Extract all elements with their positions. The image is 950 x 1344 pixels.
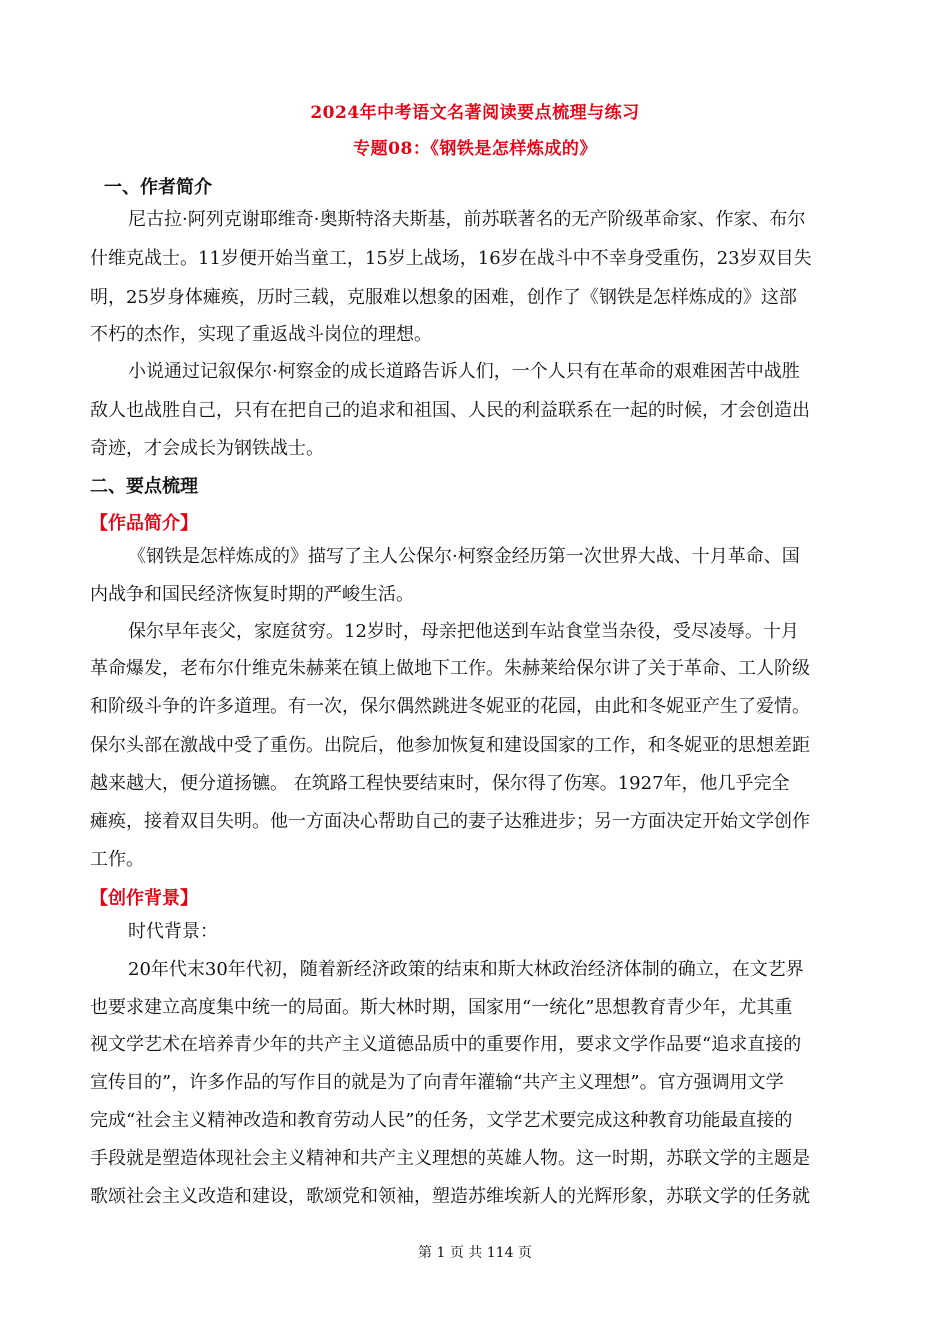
paragraph-line: 宣传目的”，许多作品的写作目的就是为了向青年灌输“共产主义理想”。官方强调用文学 (90, 1072, 784, 1093)
document-subtitle: 专题08：《钢铁是怎样炼成的》 (353, 139, 597, 159)
paragraph-line: 《钢铁是怎样炼成的》描写了主人公保尔·柯察金经历第一次世界大战、十月革命、国 (128, 546, 800, 567)
paragraph-line: 视文学艺术在培养青少年的共产主义道德品质中的重要作用，要求文学作品要“追求直接的 (90, 1034, 802, 1055)
paragraph-line: 内战争和国民经济恢复时期的严峻生活。 (90, 584, 414, 605)
paragraph-line: 瘫痪，接着双目失明。他一方面决心帮助自己的妻子达雅进步；另一方面决定开始文学创作 (90, 811, 810, 832)
paragraph-line: 和阶级斗争的许多道理。有一次，保尔偶然跳进冬妮亚的花园，由此和冬妮亚产生了爱情。 (90, 696, 810, 717)
section-heading-points: 二、要点梳理 (90, 476, 198, 497)
paragraph-line: 越来越大，便分道扬镳。 在筑路工程快要结束时，保尔得了伤寒。1927年，他几乎完全 (90, 773, 790, 794)
era-label: 时代背景： (128, 921, 218, 942)
paragraph-line: 革命爆发，老布尔什维克朱赫莱在镇上做地下工作。朱赫莱给保尔讲了关于革命、工人阶级 (90, 658, 810, 679)
paragraph-line: 保尔早年丧父，家庭贫穷。12岁时，母亲把他送到车站食堂当杂役，受尽凌辱。十月 (128, 621, 799, 642)
paragraph-line: 工作。 (90, 849, 144, 870)
paragraph-line: 20年代末30年代初，随着新经济政策的结束和斯大林政治经济体制的确立，在文艺界 (128, 959, 804, 980)
paragraph-line: 手段就是塑造体现社会主义精神和共产主义理想的英雄人物。这一时期，苏联文学的主题是 (90, 1148, 810, 1169)
page-footer: 第 1 页 共 114 页 (418, 1245, 532, 1261)
subheading-background: 【创作背景】 (90, 888, 198, 909)
paragraph-line: 完成“社会主义精神改造和教育劳动人民”的任务，文学艺术要完成这种教育功能最直接的 (90, 1110, 793, 1131)
paragraph-line: 奇迹，才会成长为钢铁战士。 (90, 438, 324, 459)
paragraph-line: 明，25岁身体瘫痪，历时三载，克服难以想象的困难，创作了《钢铁是怎样炼成的》这部 (90, 287, 797, 308)
section-heading-author: 一、作者简介 (104, 177, 212, 198)
paragraph-line: 也要求建立高度集中统一的局面。斯大林时期，国家用“一统化”思想教育青少年，尤其重 (90, 997, 793, 1018)
paragraph-line: 歌颂社会主义改造和建设，歌颂党和领袖，塑造苏维埃新人的光辉形象，苏联文学的任务就 (90, 1186, 810, 1207)
paragraph-line: 不朽的杰作，实现了重返战斗岗位的理想。 (90, 324, 432, 345)
paragraph-line: 小说通过记叙保尔·柯察金的成长道路告诉人们，一个人只有在革命的艰难困苦中战胜 (128, 361, 800, 382)
paragraph-line: 尼古拉·阿列克谢耶维奇·奥斯特洛夫斯基，前苏联著名的无产阶级革命家、作家、布尔 (128, 209, 806, 230)
document-title: 2024年中考语文名著阅读要点梳理与练习 (310, 103, 640, 123)
subheading-works: 【作品简介】 (90, 513, 198, 534)
paragraph-line: 敌人也战胜自己，只有在把自己的追求和祖国、人民的利益联系在一起的时候，才会创造出 (90, 400, 810, 421)
paragraph-line: 保尔头部在激战中受了重伤。出院后，他参加恢复和建设国家的工作，和冬妮亚的思想差距 (90, 735, 810, 756)
paragraph-line: 什维克战士。11岁便开始当童工，15岁上战场，16岁在战斗中不幸身受重伤，23岁双目失 (90, 248, 812, 269)
